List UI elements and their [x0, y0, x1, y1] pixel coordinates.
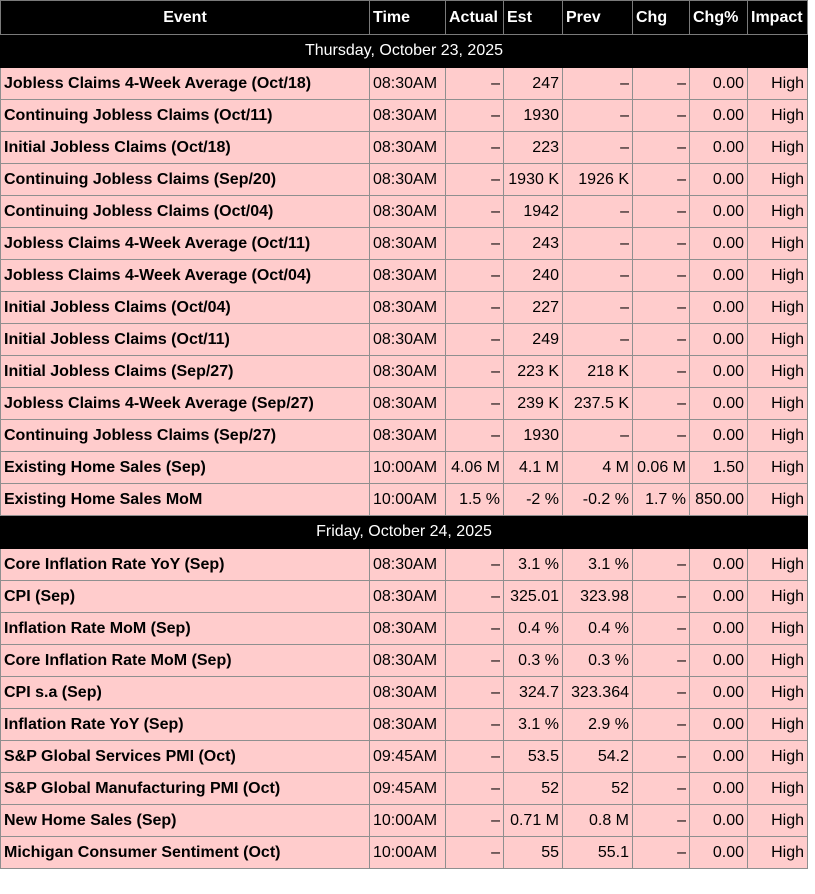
estimate-cell: 240: [504, 260, 563, 292]
event-name-cell[interactable]: Continuing Jobless Claims (Sep/20): [1, 164, 370, 196]
time-cell: 08:30AM: [370, 164, 446, 196]
actual-cell: –: [446, 68, 504, 100]
table-row[interactable]: [1, 484, 808, 516]
column-header-est[interactable]: Est: [504, 1, 563, 35]
previous-cell: –: [563, 196, 633, 228]
table-row[interactable]: [1, 645, 808, 677]
table-row[interactable]: [1, 388, 808, 420]
change-cell: –: [633, 837, 690, 869]
estimate-cell: 325.01: [504, 581, 563, 613]
actual-cell: –: [446, 228, 504, 260]
time-cell: 09:45AM: [370, 741, 446, 773]
event-name-cell[interactable]: New Home Sales (Sep): [1, 805, 370, 837]
table-row[interactable]: [1, 324, 808, 356]
estimate-cell: 52: [504, 773, 563, 805]
change-pct-cell: 0.00: [690, 164, 748, 196]
change-pct-cell: 0.00: [690, 709, 748, 741]
change-cell: –: [633, 677, 690, 709]
estimate-cell: 3.1 %: [504, 709, 563, 741]
previous-cell: 52: [563, 773, 633, 805]
previous-cell: –: [563, 100, 633, 132]
change-cell: –: [633, 132, 690, 164]
change-pct-cell: 0.00: [690, 773, 748, 805]
table-row[interactable]: [1, 452, 808, 484]
event-name-cell[interactable]: Core Inflation Rate MoM (Sep): [1, 645, 370, 677]
date-label: Thursday, October 23, 2025: [1, 35, 808, 68]
event-name-cell[interactable]: Jobless Claims 4-Week Average (Sep/27): [1, 388, 370, 420]
previous-cell: 0.8 M: [563, 805, 633, 837]
table-row[interactable]: [1, 549, 808, 581]
estimate-cell: 227: [504, 292, 563, 324]
change-pct-cell: 0.00: [690, 549, 748, 581]
event-name-cell[interactable]: Jobless Claims 4-Week Average (Oct/04): [1, 260, 370, 292]
impact-cell: High: [748, 260, 808, 292]
estimate-cell: 247: [504, 68, 563, 100]
event-name-cell[interactable]: Core Inflation Rate YoY (Sep): [1, 549, 370, 581]
time-cell: 08:30AM: [370, 292, 446, 324]
change-pct-cell: 1.50: [690, 452, 748, 484]
change-pct-cell: 0.00: [690, 324, 748, 356]
event-name-cell[interactable]: CPI (Sep): [1, 581, 370, 613]
actual-cell: –: [446, 132, 504, 164]
impact-cell: High: [748, 164, 808, 196]
column-header-prev[interactable]: Prev: [563, 1, 633, 35]
table-header: [1, 1, 808, 35]
change-pct-cell: 0.00: [690, 100, 748, 132]
actual-cell: –: [446, 677, 504, 709]
table-row[interactable]: [1, 773, 808, 805]
change-cell: –: [633, 196, 690, 228]
change-pct-cell: 0.00: [690, 68, 748, 100]
previous-cell: 54.2: [563, 741, 633, 773]
impact-cell: High: [748, 100, 808, 132]
impact-cell: High: [748, 420, 808, 452]
estimate-cell: 324.7: [504, 677, 563, 709]
estimate-cell: 1930 K: [504, 164, 563, 196]
impact-cell: High: [748, 292, 808, 324]
change-pct-cell: 0.00: [690, 420, 748, 452]
time-cell: 08:30AM: [370, 388, 446, 420]
impact-cell: High: [748, 773, 808, 805]
change-pct-cell: 0.00: [690, 196, 748, 228]
table-row[interactable]: [1, 68, 808, 100]
change-cell: 1.7 %: [633, 484, 690, 516]
previous-cell: 55.1: [563, 837, 633, 869]
impact-cell: High: [748, 613, 808, 645]
estimate-cell: 223: [504, 132, 563, 164]
impact-cell: High: [748, 645, 808, 677]
table-row[interactable]: [1, 709, 808, 741]
impact-cell: High: [748, 741, 808, 773]
previous-cell: 237.5 K: [563, 388, 633, 420]
table-row[interactable]: [1, 292, 808, 324]
change-pct-cell: 0.00: [690, 613, 748, 645]
event-name-cell[interactable]: S&P Global Services PMI (Oct): [1, 741, 370, 773]
time-cell: 10:00AM: [370, 452, 446, 484]
time-cell: 08:30AM: [370, 677, 446, 709]
estimate-cell: 0.71 M: [504, 805, 563, 837]
change-cell: –: [633, 420, 690, 452]
estimate-cell: 4.1 M: [504, 452, 563, 484]
actual-cell: 4.06 M: [446, 452, 504, 484]
change-pct-cell: 0.00: [690, 132, 748, 164]
change-pct-cell: 0.00: [690, 645, 748, 677]
change-cell: –: [633, 164, 690, 196]
actual-cell: –: [446, 581, 504, 613]
actual-cell: –: [446, 164, 504, 196]
estimate-cell: 249: [504, 324, 563, 356]
column-header-impact[interactable]: Impact: [748, 1, 808, 35]
change-cell: –: [633, 228, 690, 260]
actual-cell: –: [446, 388, 504, 420]
table-row[interactable]: [1, 260, 808, 292]
impact-cell: High: [748, 196, 808, 228]
date-group-header: [1, 516, 808, 549]
impact-cell: High: [748, 356, 808, 388]
change-cell: –: [633, 260, 690, 292]
actual-cell: 1.5 %: [446, 484, 504, 516]
previous-cell: 218 K: [563, 356, 633, 388]
table-row[interactable]: [1, 132, 808, 164]
change-pct-cell: 0.00: [690, 741, 748, 773]
actual-cell: –: [446, 292, 504, 324]
change-cell: –: [633, 613, 690, 645]
previous-cell: 323.98: [563, 581, 633, 613]
column-header-chg[interactable]: Chg: [633, 1, 690, 35]
impact-cell: High: [748, 709, 808, 741]
estimate-cell: 1930: [504, 420, 563, 452]
change-pct-cell: 0.00: [690, 837, 748, 869]
table-row[interactable]: [1, 196, 808, 228]
time-cell: 08:30AM: [370, 228, 446, 260]
actual-cell: –: [446, 196, 504, 228]
change-cell: –: [633, 549, 690, 581]
event-name-cell[interactable]: Inflation Rate MoM (Sep): [1, 613, 370, 645]
change-pct-cell: 0.00: [690, 356, 748, 388]
change-pct-cell: 0.00: [690, 388, 748, 420]
actual-cell: –: [446, 100, 504, 132]
column-header-time[interactable]: Time: [370, 1, 446, 35]
column-header-actual[interactable]: Actual: [446, 1, 504, 35]
event-name-cell[interactable]: Inflation Rate YoY (Sep): [1, 709, 370, 741]
impact-cell: High: [748, 132, 808, 164]
time-cell: 08:30AM: [370, 645, 446, 677]
impact-cell: High: [748, 549, 808, 581]
change-cell: –: [633, 645, 690, 677]
actual-cell: –: [446, 805, 504, 837]
event-name-cell[interactable]: Continuing Jobless Claims (Oct/04): [1, 196, 370, 228]
estimate-cell: 3.1 %: [504, 549, 563, 581]
change-cell: –: [633, 100, 690, 132]
previous-cell: -0.2 %: [563, 484, 633, 516]
event-name-cell[interactable]: Jobless Claims 4-Week Average (Oct/18): [1, 68, 370, 100]
time-cell: 08:30AM: [370, 709, 446, 741]
impact-cell: High: [748, 388, 808, 420]
actual-cell: –: [446, 420, 504, 452]
time-cell: 09:45AM: [370, 773, 446, 805]
time-cell: 08:30AM: [370, 356, 446, 388]
header-row: [1, 1, 808, 35]
time-cell: 10:00AM: [370, 837, 446, 869]
event-name-cell[interactable]: Michigan Consumer Sentiment (Oct): [1, 837, 370, 869]
estimate-cell: 1942: [504, 196, 563, 228]
impact-cell: High: [748, 228, 808, 260]
column-header-chg-pct[interactable]: Chg%: [690, 1, 748, 35]
time-cell: 10:00AM: [370, 805, 446, 837]
change-cell: –: [633, 388, 690, 420]
impact-cell: High: [748, 484, 808, 516]
previous-cell: 2.9 %: [563, 709, 633, 741]
event-name-cell[interactable]: Continuing Jobless Claims (Oct/11): [1, 100, 370, 132]
event-name-cell[interactable]: S&P Global Manufacturing PMI (Oct): [1, 773, 370, 805]
event-name-cell[interactable]: Existing Home Sales (Sep): [1, 452, 370, 484]
previous-cell: 3.1 %: [563, 549, 633, 581]
time-cell: 08:30AM: [370, 420, 446, 452]
previous-cell: 0.4 %: [563, 613, 633, 645]
change-pct-cell: 0.00: [690, 677, 748, 709]
event-name-cell[interactable]: Continuing Jobless Claims (Sep/27): [1, 420, 370, 452]
change-pct-cell: 0.00: [690, 805, 748, 837]
change-cell: –: [633, 581, 690, 613]
time-cell: 10:00AM: [370, 484, 446, 516]
column-header-event[interactable]: Event: [1, 1, 370, 35]
table-row[interactable]: [1, 164, 808, 196]
actual-cell: –: [446, 356, 504, 388]
impact-cell: High: [748, 581, 808, 613]
change-cell: –: [633, 324, 690, 356]
change-pct-cell: 0.00: [690, 292, 748, 324]
actual-cell: –: [446, 741, 504, 773]
change-cell: –: [633, 356, 690, 388]
table-row[interactable]: [1, 677, 808, 709]
time-cell: 08:30AM: [370, 613, 446, 645]
time-cell: 08:30AM: [370, 68, 446, 100]
estimate-cell: 0.4 %: [504, 613, 563, 645]
change-cell: –: [633, 773, 690, 805]
previous-cell: 1926 K: [563, 164, 633, 196]
actual-cell: –: [446, 260, 504, 292]
previous-cell: –: [563, 68, 633, 100]
impact-cell: High: [748, 677, 808, 709]
previous-cell: –: [563, 324, 633, 356]
change-pct-cell: 0.00: [690, 260, 748, 292]
change-cell: –: [633, 68, 690, 100]
impact-cell: High: [748, 324, 808, 356]
table-row[interactable]: [1, 228, 808, 260]
change-cell: –: [633, 292, 690, 324]
previous-cell: –: [563, 260, 633, 292]
table-row[interactable]: [1, 805, 808, 837]
change-cell: –: [633, 709, 690, 741]
event-name-cell[interactable]: Jobless Claims 4-Week Average (Oct/11): [1, 228, 370, 260]
time-cell: 08:30AM: [370, 100, 446, 132]
actual-cell: –: [446, 645, 504, 677]
estimate-cell: 55: [504, 837, 563, 869]
estimate-cell: 243: [504, 228, 563, 260]
table-row[interactable]: [1, 420, 808, 452]
impact-cell: High: [748, 837, 808, 869]
date-label: Friday, October 24, 2025: [1, 516, 808, 549]
change-cell: 0.06 M: [633, 452, 690, 484]
actual-cell: –: [446, 773, 504, 805]
actual-cell: –: [446, 324, 504, 356]
actual-cell: –: [446, 613, 504, 645]
impact-cell: High: [748, 805, 808, 837]
time-cell: 08:30AM: [370, 581, 446, 613]
event-name-cell[interactable]: Initial Jobless Claims (Oct/04): [1, 292, 370, 324]
previous-cell: 0.3 %: [563, 645, 633, 677]
estimate-cell: 223 K: [504, 356, 563, 388]
table-row[interactable]: [1, 741, 808, 773]
actual-cell: –: [446, 837, 504, 869]
change-pct-cell: 0.00: [690, 581, 748, 613]
table-row[interactable]: [1, 100, 808, 132]
change-cell: –: [633, 805, 690, 837]
time-cell: 08:30AM: [370, 549, 446, 581]
estimate-cell: -2 %: [504, 484, 563, 516]
event-name-cell[interactable]: Initial Jobless Claims (Sep/27): [1, 356, 370, 388]
event-name-cell[interactable]: Existing Home Sales MoM: [1, 484, 370, 516]
event-name-cell[interactable]: CPI s.a (Sep): [1, 677, 370, 709]
previous-cell: 323.364: [563, 677, 633, 709]
actual-cell: –: [446, 709, 504, 741]
change-pct-cell: 850.00: [690, 484, 748, 516]
table-row[interactable]: [1, 356, 808, 388]
time-cell: 08:30AM: [370, 132, 446, 164]
estimate-cell: 1930: [504, 100, 563, 132]
table-row[interactable]: [1, 613, 808, 645]
impact-cell: High: [748, 68, 808, 100]
impact-cell: High: [748, 452, 808, 484]
table-row[interactable]: [1, 581, 808, 613]
event-name-cell[interactable]: Initial Jobless Claims (Oct/11): [1, 324, 370, 356]
estimate-cell: 239 K: [504, 388, 563, 420]
actual-cell: –: [446, 549, 504, 581]
previous-cell: –: [563, 420, 633, 452]
time-cell: 08:30AM: [370, 196, 446, 228]
change-pct-cell: 0.00: [690, 228, 748, 260]
date-group-header: [1, 35, 808, 68]
time-cell: 08:30AM: [370, 324, 446, 356]
previous-cell: –: [563, 132, 633, 164]
change-cell: –: [633, 741, 690, 773]
event-name-cell[interactable]: Initial Jobless Claims (Oct/18): [1, 132, 370, 164]
table-row[interactable]: [1, 837, 808, 869]
previous-cell: –: [563, 292, 633, 324]
estimate-cell: 53.5: [504, 741, 563, 773]
previous-cell: –: [563, 228, 633, 260]
estimate-cell: 0.3 %: [504, 645, 563, 677]
table-body: [1, 35, 808, 869]
previous-cell: 4 M: [563, 452, 633, 484]
time-cell: 08:30AM: [370, 260, 446, 292]
